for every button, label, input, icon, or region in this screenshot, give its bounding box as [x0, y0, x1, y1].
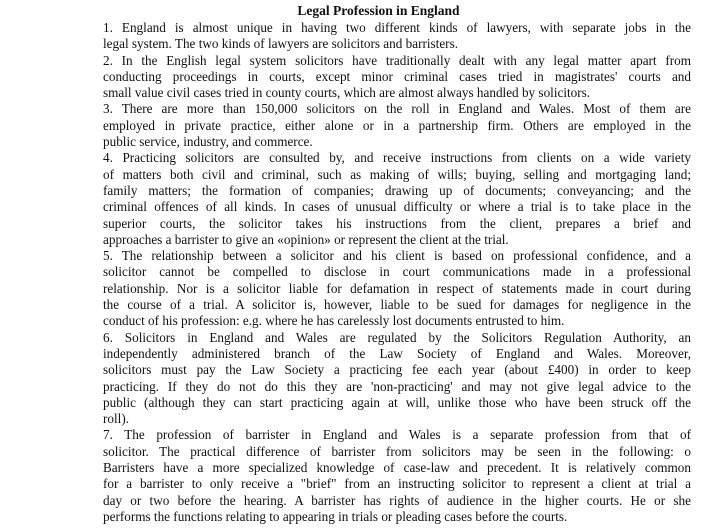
- document-title: Legal Profession in England: [297, 3, 460, 18]
- text-line: 4. Practicing solicitors are consulted by, and receive instructions from clients on a wide variety: [103, 150, 691, 166]
- text-line: 5. The relationship between a solicitor and his client is based on professional confidence, and a: [103, 248, 691, 264]
- text-line: performs the functions relating to appearing in trials or pleading cases before the courts.: [103, 508, 568, 524]
- text-line: public (although they can start practicing again at will, unlike those who have been struck off the: [103, 394, 691, 410]
- text-line: the course of a trial. A solicitor is, however, liable to be sued for damages for negligence in the: [103, 297, 691, 313]
- text-line: legal system. The two kinds of lawyers are solicitors and barristers.: [103, 36, 458, 52]
- text-line: 6. Solicitors in England and Wales are regulated by the Solicitors Regulation Authority, an: [103, 329, 691, 345]
- text-line: conduct of his profession: e.g. where he has carelessly lost documents entrusted to him.: [103, 313, 565, 329]
- text-line: small value civil cases tried in county courts, which are almost always handled by solicitors.: [103, 85, 591, 101]
- text-line: Barristers have a more specialized knowledge of case-law and precedent. It is relatively common: [103, 460, 691, 476]
- text-line: 3. There are more than 150,000 solicitors on the roll in England and Wales. Most of them are: [103, 101, 691, 117]
- document-body: [103, 20, 691, 525]
- text-line: family matters; the formation of companies; drawing up of documents; conveyancing; and the: [103, 182, 691, 198]
- text-line: criminal offences of all kinds. In cases of unusual difficulty or where a trial is to take place in the: [103, 199, 691, 215]
- text-line: approaches a barrister to give an «opinion» or represent the client at the trial.: [103, 231, 509, 247]
- text-line: 1. England is almost unique in having two different kinds of lawyers, with separate jobs in the: [103, 20, 691, 35]
- text-line: superior courts, the solicitor takes his instructions from the client, prepares a brief and: [103, 215, 691, 231]
- text-line: of matters both civil and criminal, such as making of wills; buying, selling and mortgaging land;: [103, 166, 691, 182]
- text-line: 2. In the English legal system solicitors have traditionally dealt with any legal matter apart from: [103, 52, 691, 68]
- text-line: independently administered branch of the Law Society of England and Wales. Moreover,: [103, 345, 691, 361]
- text-line: relationship. Nor is a solicitor liable for defamation in respect of statements made in court during: [103, 280, 691, 296]
- text-line: employed in private practice, either alone or in a partnership firm. Others are employed in the: [103, 117, 691, 133]
- text-line: solicitor. The practical difference of barrister from solicitors may be seen in the following: o: [103, 443, 691, 459]
- text-line: for a barrister to only receive a "brief" from an instructing solicitor to represent a client at trial a: [103, 476, 691, 492]
- text-line: solicitor cannot be compelled to disclose in court communications made in a professional: [103, 264, 691, 280]
- text-line: public service, industry, and commerce.: [103, 134, 313, 150]
- text-line: practicing. If they do not do this they are 'non-practicing' and may not give legal advice to the: [103, 378, 691, 394]
- text-line: solicitors must pay the Law Society a practicing fee each year (about £400) in order to keep: [103, 362, 691, 378]
- text-line: roll).: [103, 411, 130, 427]
- text-line: conducting proceedings in courts, except minor criminal cases tried in magistrates' courts and: [103, 68, 691, 84]
- text-line: day or two before the hearing. A barrister has rights of audience in the higher courts. He or she: [103, 492, 691, 508]
- text-line: 7. The profession of barrister in England and Wales is a separate profession from that of: [103, 427, 691, 443]
